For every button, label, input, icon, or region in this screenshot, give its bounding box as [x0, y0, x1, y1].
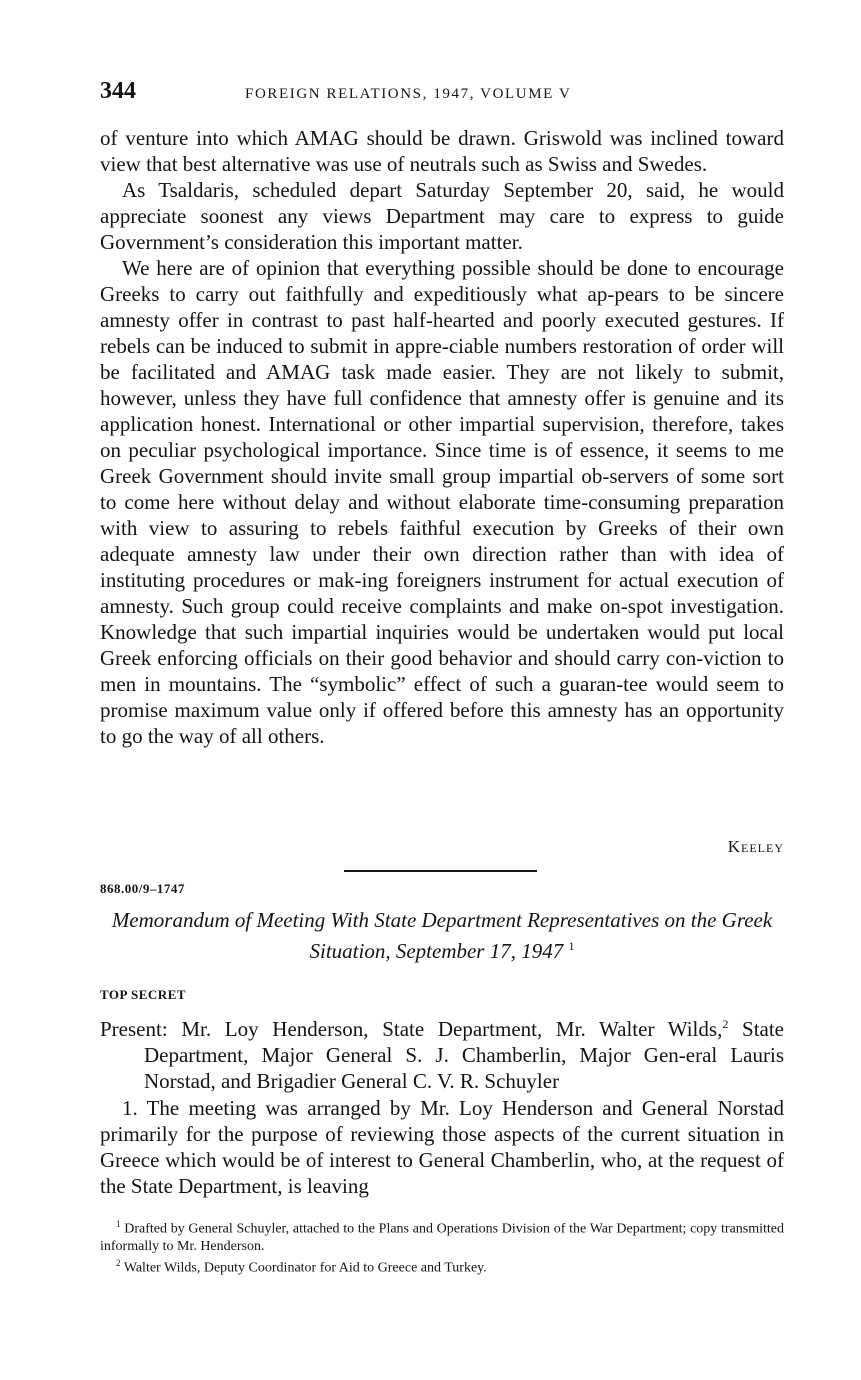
- page-header: [100, 78, 784, 112]
- footnote-text: Walter Wilds, Deputy Coordinator for Aid to Greece and Turkey.: [123, 1260, 487, 1276]
- memo-paragraph: 1. The meeting was arranged by Mr. Loy Henderson and General Norstad primarily for the purpose of reviewing those aspects of the current situation in Greece which would be of interest to General Chamberlin, who, at the request of the State Department, is leaving: [100, 1096, 784, 1198]
- footnote-text: Drafted by General Schuyler, attached to the Plans and Operations Division of the War Department; copy transmitted informally to Mr. Henderson.: [100, 1221, 785, 1254]
- file-number: 868.00/9–1747: [100, 881, 185, 896]
- footnote-ref: 2: [722, 1017, 729, 1031]
- attendees-list: [100, 1011, 784, 1094]
- telegram-paragraph: As Tsaldaris, scheduled depart Saturday September 20, said, he would appreciate soonest any views Department may care to express to guide Government’s consideration this important matter.: [100, 178, 784, 254]
- footnote: [100, 1255, 784, 1277]
- footnote: [100, 1216, 784, 1255]
- section-divider: [344, 870, 537, 872]
- classification-marking: TOP SECRET: [100, 987, 187, 1002]
- present-label: Present:: [100, 1017, 168, 1041]
- document-title: [100, 907, 784, 964]
- telegram-paragraph: of venture into which AMAG should be drawn. Griswold was inclined toward view that best alternative was use of neutrals such as Swiss and Swedes.: [100, 126, 784, 176]
- page-number: 344: [100, 78, 136, 104]
- telegram-signature: Keeley: [727, 837, 784, 856]
- attendees-part-1: Mr. Loy Henderson, State Department, Mr. Walter Wilds,: [181, 1017, 723, 1041]
- telegram-body: [100, 125, 784, 749]
- document-title-text: Memorandum of Meeting With State Department Representatives on the Greek Situation, September 17, 1947: [111, 908, 773, 963]
- footnote-marker: 1: [116, 1219, 121, 1229]
- footnote-marker: 2: [116, 1257, 121, 1268]
- telegram-paragraph: We here are of opinion that everything possible should be done to encourage Greeks to carry out faithfully and expeditiously what ap-pears to be sincere amnesty offer in contrast to past half-hearted and poorly executed gestures. If rebels can be induced to submit in appre-ciable numbers restoration of order will be facilitated and AMAG task made easier. They are not likely to submit, however, unless they have full confidence that amnesty offer is genuine and its application honest. International or other impartial supervision, therefore, takes on peculiar psychological importance. Since time is of essence, it seems to me Greek Government should invite small group impartial ob-servers of some sort to come here without delay and without elaborate time-consuming preparation with view to assuring to rebels faithful execution by Greeks of their own adequate amnesty law under their own direction rather than with idea of instituting procedures or mak-ing foreigners instrument for actual execution of amnesty. Such group could receive complaints and make on-spot investigation. Knowledge that such impartial inquiries would be undertaken would put local Greek enforcing officials on their good behavior and should carry con-viction to men in mountains. The “symbolic” effect of such a guaran-tee would seem to promise maximum value only if offered before this amnesty has an opportunity to go the way of all others.: [100, 256, 784, 748]
- footnotes: [100, 1216, 784, 1276]
- footnote-ref: 1: [568, 939, 575, 953]
- attendees-part-2: State Department, Major General S. J. Chamberlin, Major Gen-eral Lauris Norstad, and Brigadier General C. V. R. Schuyler: [144, 1017, 785, 1093]
- running-head: FOREIGN RELATIONS, 1947, VOLUME V: [245, 86, 572, 102]
